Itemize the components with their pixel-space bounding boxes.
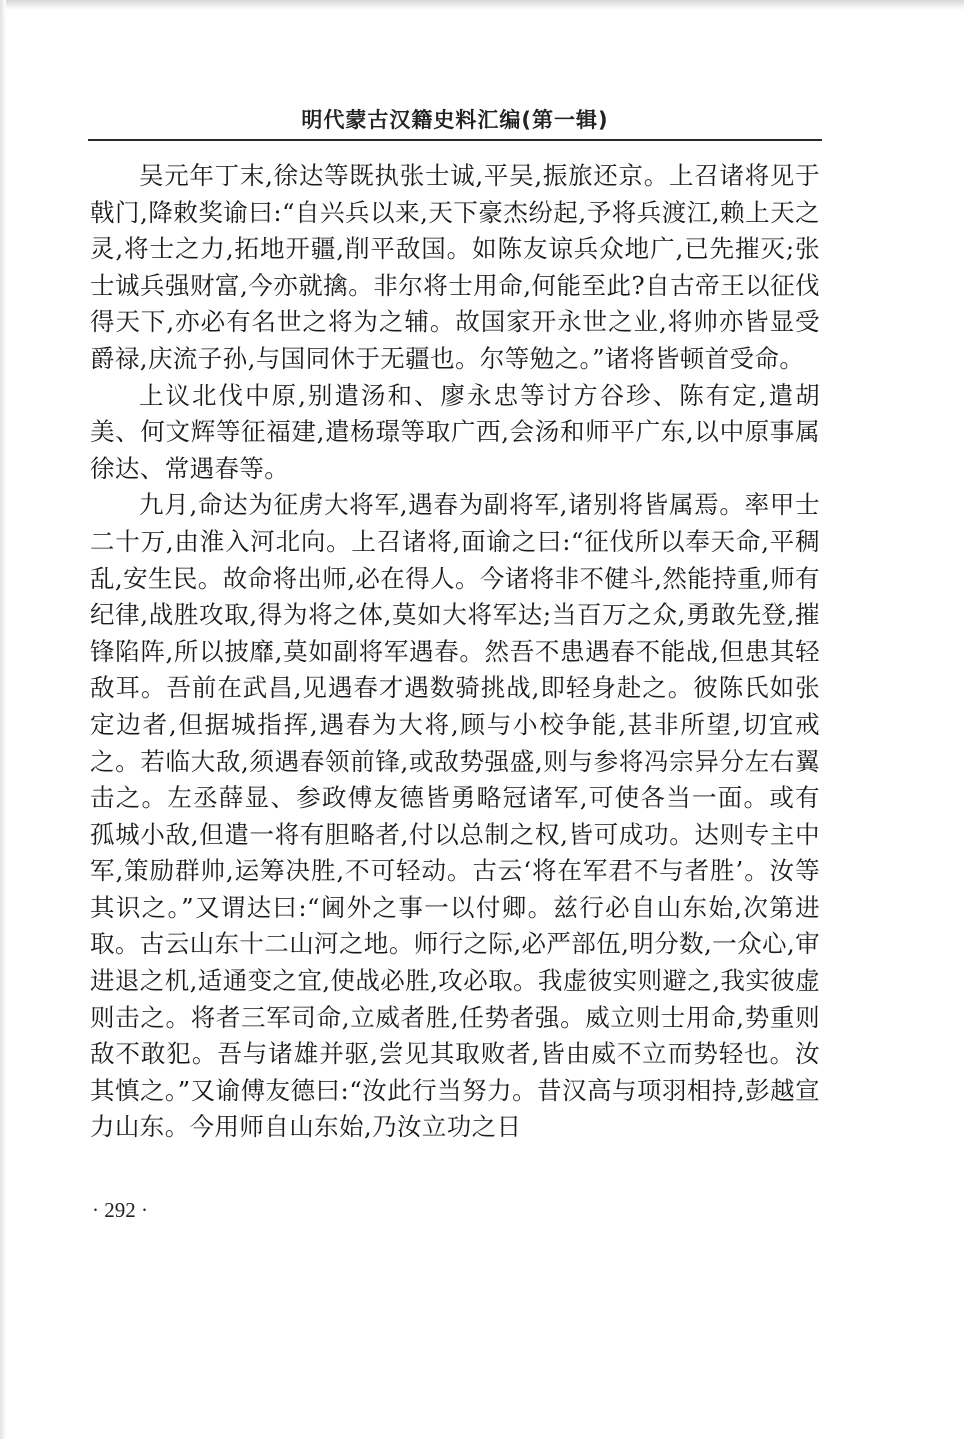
running-header: 明代蒙古汉籍史料汇编(第一辑) (301, 108, 609, 132)
paragraph-2: 上议北伐中原,别遣汤和、廖永忠等讨方谷珍、陈有定,遣胡美、何文辉等征福建,遣杨璟等取广西,会汤和师平广东,以中原事属徐达、常遇春等。 (90, 380, 820, 483)
body-text (90, 158, 820, 1146)
paragraph-1: 吴元年丁末,徐达等既执张士诚,平吴,振旅还京。上召诸将见于戟门,降敕奖谕曰:“自兴兵以来,天下豪杰纷起,予将兵渡江,赖上天之灵,将士之力,拓地开疆,削平敌国。如陈友谅兵众地广,已先摧灭;张士诚兵强财富,今亦就擒。非尔将士用命,何能至此?自古帝王以征伐得天下,亦必有名世之将为之辅。故国家开永世之业,将帅亦皆显受爵禄,庆流子孙,与国同休于无疆也。尔等勉之。”诸将皆顿首受命。 (90, 161, 820, 373)
page-number: · 292 · (92, 1198, 148, 1222)
paragraph-3: 九月,命达为征虏大将军,遇春为副将军,诸别将皆属焉。率甲士二十万,由淮入河北向。上召诸将,面谕之曰:“征伐所以奉天命,平稠乱,安生民。故命将出师,必在得人。今诸将非不健斗,然能持重,师有纪律,战胜攻取,得为将之体,莫如大将军达;当百万之众,勇敢先登,摧锋陷阵,所以披靡,莫如副将军遇春。然吾不患遇春不能战,但患其轻敌耳。吾前在武昌,见遇春才遇数骑挑战,即轻身赴之。彼陈氏如张定边者,但据城指挥,遇春为大将,顾与小校争能,甚非所望,切宜戒之。若临大敌,须遇春领前锋,或敌势强盛,则与参将冯宗异分左右翼击之。左丞薛显、参政傅友德皆勇略冠诸军,可使各当一面。或有孤城小敌,但遣一将有胆略者,付以总制之权,皆可成功。达则专主中军,策励群帅,运筹决胜,不可轻动。古云‘将在军君不与者胜’。汝等其识之。”又谓达曰:“阃外之事一以付卿。兹行必自山东始,次第进取。古云山东十二山河之地。师行之际,必严部伍,明分数,一众心,审进退之机,适通变之宜,使战必胜,攻必取。我虚彼实则避之,我实彼虚则击之。将者三军司命,立威者胜,任势者强。威立则士用命,势重则敌不敢犯。吾与诸雄并驱,尝见其取败者,皆由威不立而势轻也。汝其慎之。”又谕傅友德曰:“汝此行当努力。昔汉高与项羽相持,彭越宣力山东。今用师自山东始,乃汝立功之日 (90, 490, 820, 1142)
header-divider (88, 139, 822, 141)
scan-left-shadow (0, 0, 6, 1439)
scan-top-shadow (0, 0, 964, 10)
